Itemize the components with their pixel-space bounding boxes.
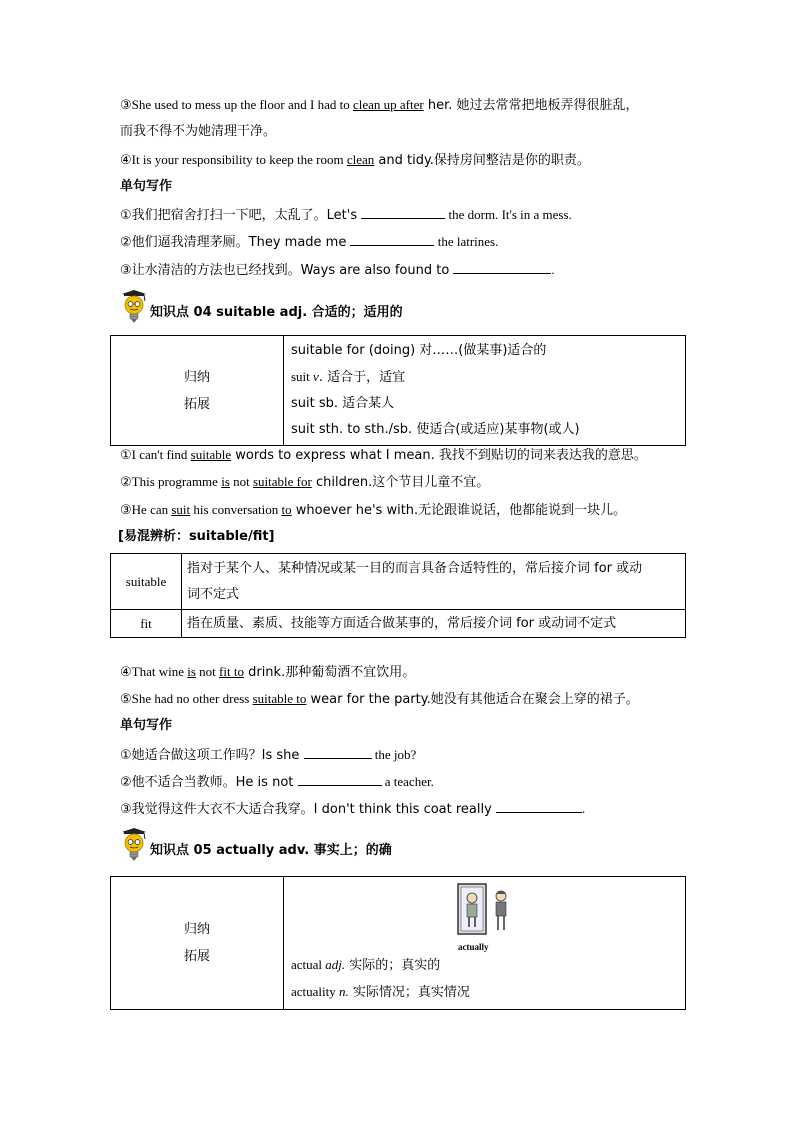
example-5: ⑤She had no other dress suitable to wear for the party.她没有其他适合在聚会上穿的裙子。	[120, 691, 639, 707]
sentence-3: ③She used to mess up the floor and I had to clean up after her. 她过去常常把地板弄得很脏乱，	[120, 97, 639, 113]
lightbulb-mascot-icon	[118, 290, 150, 326]
answer-blank[interactable]	[496, 800, 582, 813]
knowledge-point-04-heading	[118, 292, 403, 326]
sentence-3-cont: 而我不得不为她清理干净。	[120, 124, 277, 139]
section-title-writing: 单句写作	[120, 179, 173, 194]
sentence-4: ④It is your responsibility to keep the room clean and tidy.保持房间整洁是你的职责。	[120, 152, 590, 168]
mirror-person-image	[454, 882, 524, 950]
knowledge-point-04-title: 知识点 04 suitable adj. 合适的；适用的	[150, 305, 403, 320]
confuse-table	[110, 553, 686, 638]
actually-illustration	[284, 877, 685, 952]
knowledge-point-05-title: 知识点 05 actually adv. 事实上；的确	[150, 843, 392, 858]
confuse-value-suitable: 指对于某个人、某种情况或某一目的而言具备合适特性的，常后接介词 for 或动 词不定式	[182, 554, 686, 610]
answer-blank[interactable]	[304, 746, 372, 759]
table-label-cell: 归纳 拓展	[111, 336, 284, 446]
underlined-phrase: clean up after	[352, 97, 424, 112]
writing2-question-2: ②他不适合当教师。He is not a teacher.	[120, 774, 434, 790]
example-1: ①I can't find suitable words to express what I mean. 我找不到贴切的词来表达我的意思。	[120, 447, 647, 463]
kp05-summary-table	[110, 876, 686, 1010]
lightbulb-mascot-icon	[118, 828, 150, 864]
answer-blank[interactable]	[350, 233, 434, 246]
answer-blank[interactable]	[298, 773, 382, 786]
writing2-question-3: ③我觉得这件大衣不大适合我穿。I don't think this coat really .	[120, 801, 586, 817]
section-title-writing-2: 单句写作	[120, 718, 173, 733]
table-content-cell: actually actual adj. 实际的；真实的 actuality n. 实际情况；真实情况	[284, 877, 686, 1010]
confuse-key-suitable: suitable	[111, 554, 182, 610]
example-3: ③He can suit his conversation to whoever he's with.无论跟谁说话，他都能说到一块儿。	[120, 502, 627, 518]
answer-blank[interactable]	[361, 206, 445, 219]
example-2: ②This programme is not suitable for children.这个节目儿童不宜。	[120, 474, 490, 490]
writing-question-1: ①我们把宿舍打扫一下吧，太乱了。Let's the dorm. It's in a mess.	[120, 207, 572, 223]
image-caption: actually	[458, 942, 489, 952]
writing-question-3: ③让水清洁的方法也已经找到。Ways are also found to .	[120, 262, 555, 278]
table-content-cell: suitable for (doing) 对……(做某事)适合的 suit v. 适合于，适宜 suit sb. 适合某人 suit sth. to sth./sb. 使适合(或适应)某事物(或人)	[284, 336, 686, 446]
confuse-value-fit: 指在质量、素质、技能等方面适合做某事的，常后接介词 for 或动词不定式	[182, 610, 686, 638]
answer-blank[interactable]	[453, 261, 551, 274]
writing2-question-1: ①她适合做这项工作吗？Is she the job?	[120, 747, 417, 763]
writing-question-2: ②他们逼我清理茅厕。They made me the latrines.	[120, 234, 499, 250]
confuse-title: [易混辨析：suitable/fit]	[118, 529, 275, 544]
kp04-summary-table	[110, 335, 686, 446]
confuse-key-fit: fit	[111, 610, 182, 638]
knowledge-point-05-heading	[118, 830, 392, 864]
table-label-cell: 归纳 拓展	[111, 877, 284, 1010]
example-4: ④That wine is not fit to drink.那种葡萄酒不宜饮用。	[120, 664, 416, 680]
